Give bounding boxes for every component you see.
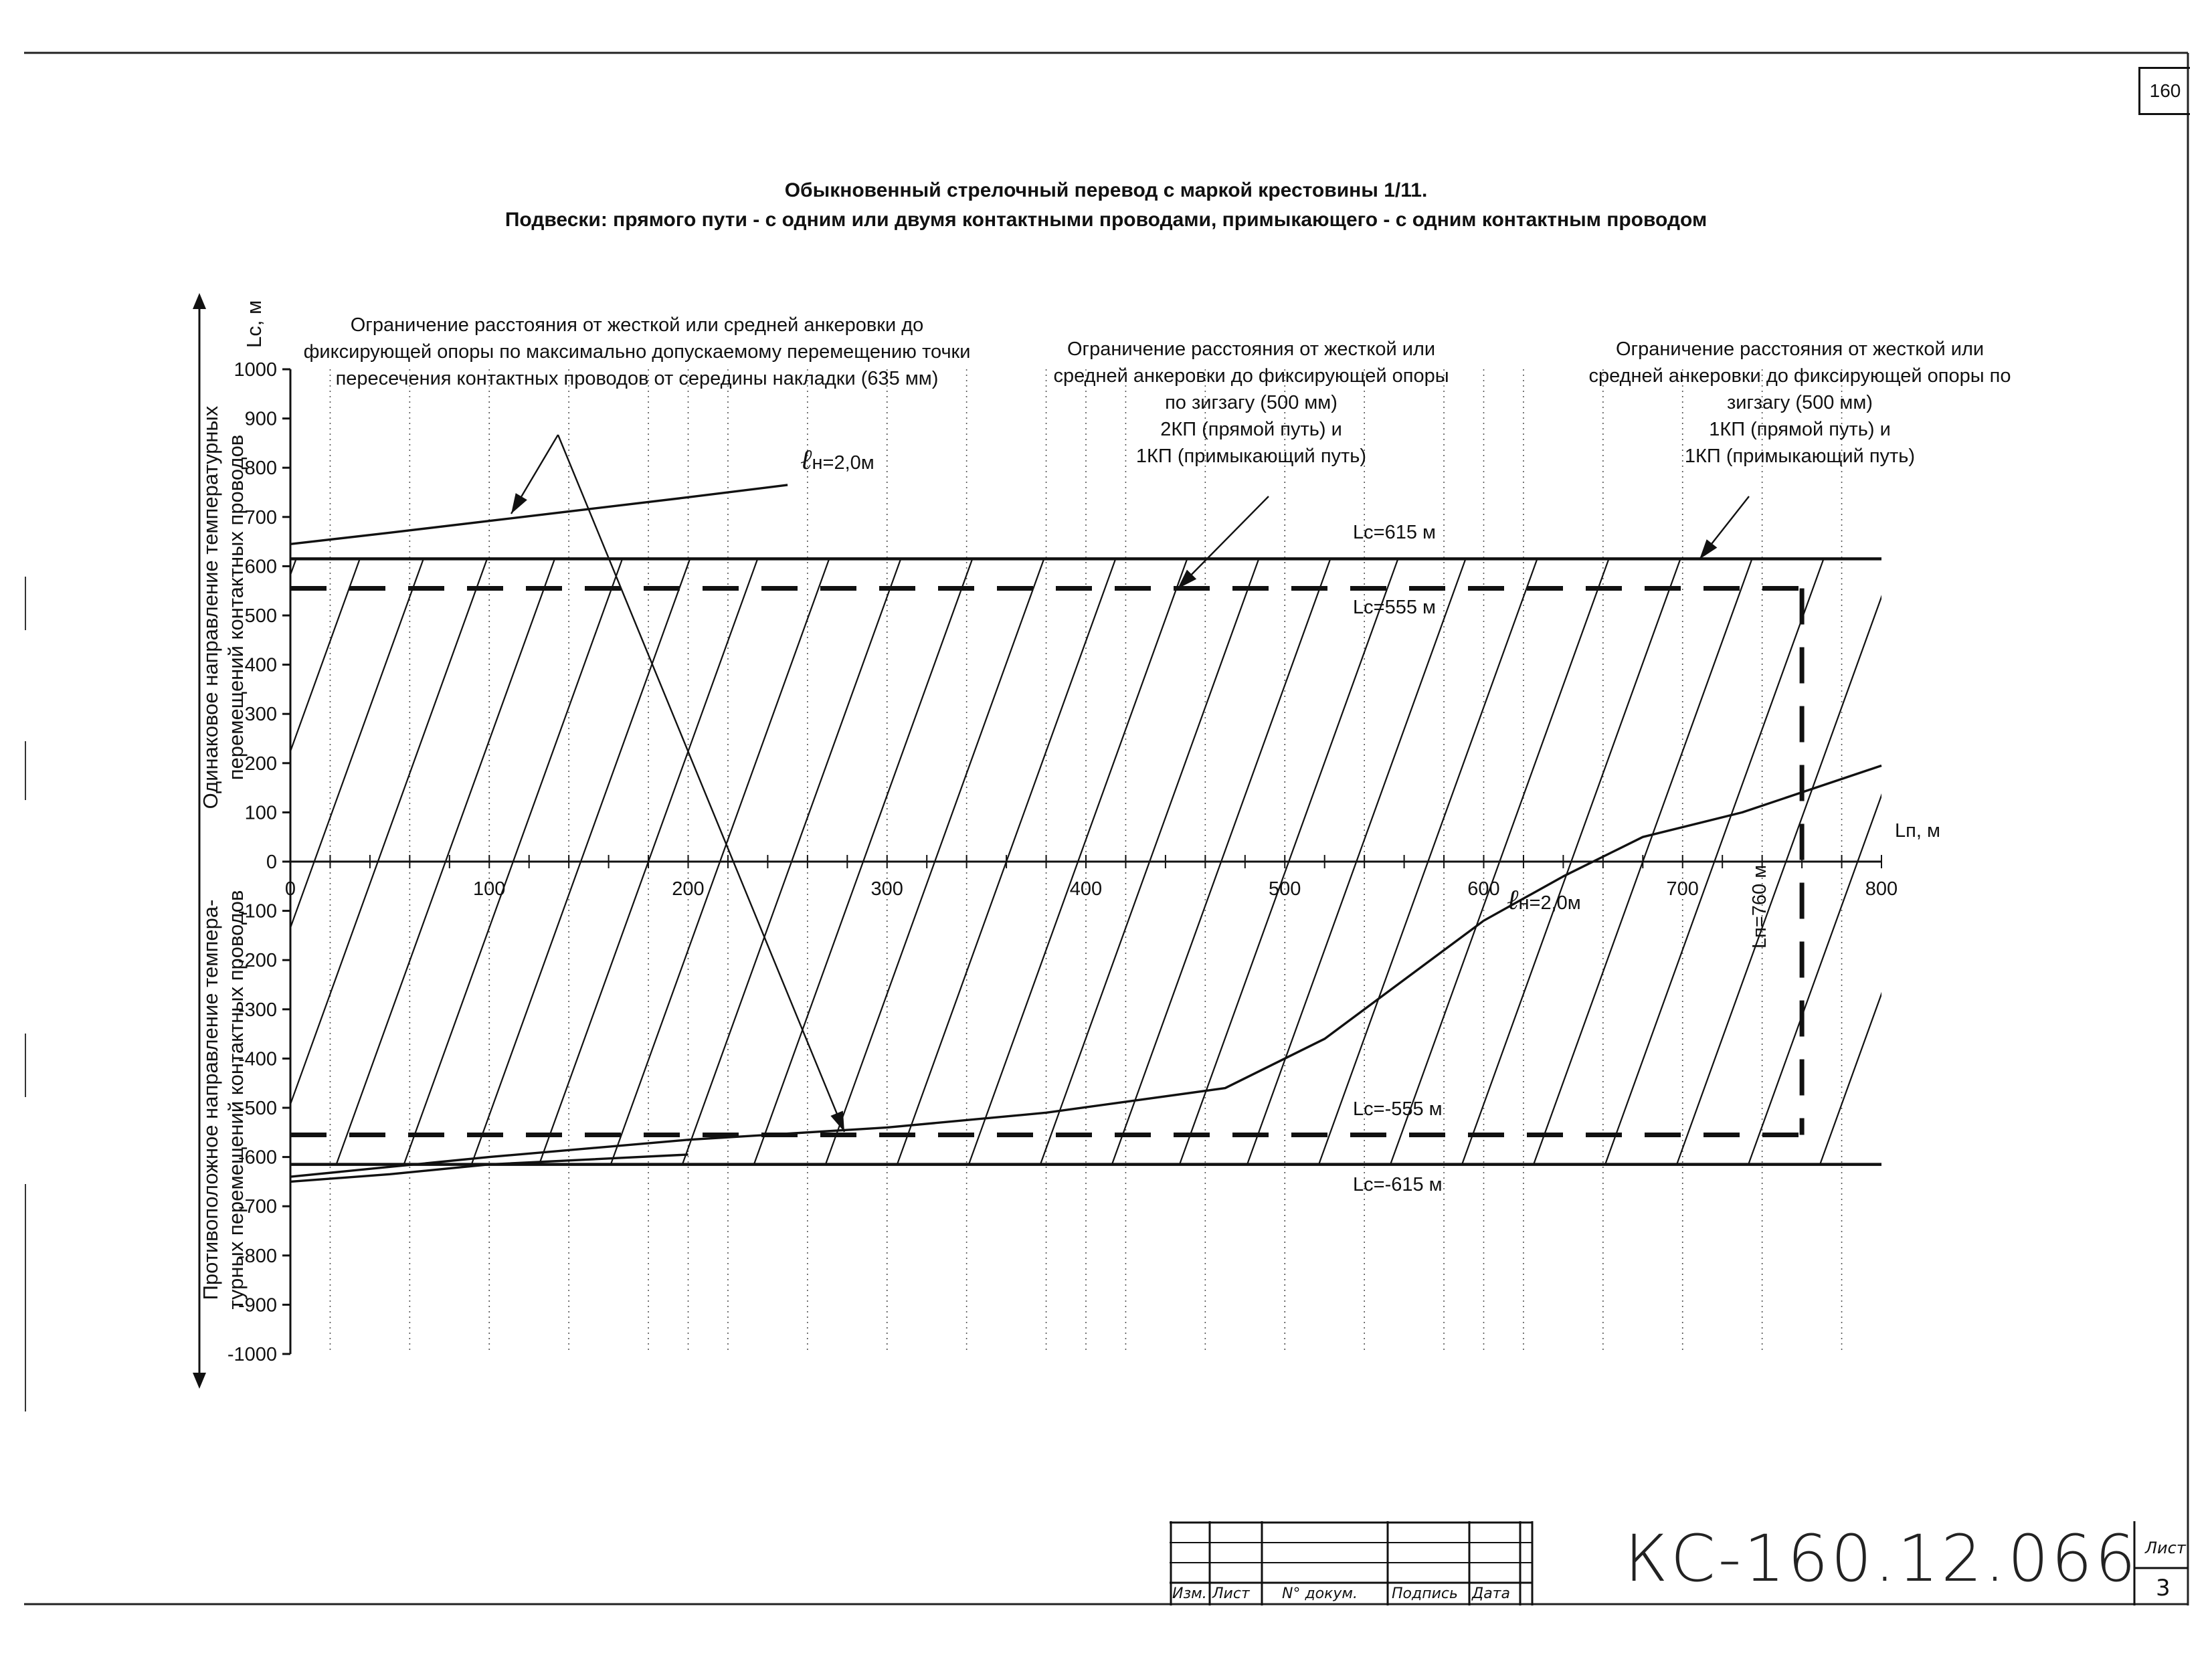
hatch-line [77, 557, 297, 1167]
document-number: КС-160.12.066 [1625, 1521, 2139, 1596]
x-tick-label: 300 [870, 878, 903, 900]
tb-col-doc: N° докум. [1282, 1585, 1358, 1602]
sheet-number: 3 [2156, 1575, 2171, 1601]
annotation-left: Ограничение расстояния от жесткой или средней анкеровки до фиксирующей опоры по максимально допускаемому перемещению точки пересечения контактных проводов от середины накладки (635 мм) [303, 314, 971, 389]
leader-arrow-lower [558, 435, 844, 1132]
annotation-middle-line: средней анкеровки до фиксирующей опоры [1053, 365, 1449, 387]
ell-symbol: ℓ [800, 443, 812, 476]
y-tick-label: 300 [244, 704, 277, 726]
y-tick-label: -600 [238, 1147, 277, 1169]
ell-lower-text: н=2,0м [1518, 892, 1581, 914]
y-tick-label: 600 [244, 556, 277, 578]
annotation-middle-line: 2КП (прямой путь) и [1160, 419, 1342, 440]
y-tick-label: -400 [238, 1048, 277, 1070]
page-number-box [2138, 67, 2190, 115]
ln-760-label: Lп=760 м [1749, 864, 1770, 949]
chart-subtitle: Подвески: прямого пути - с одним или двумя контактными проводами, примыкающего - с одним контактным проводом [504, 209, 1708, 231]
y-tick-label: 0 [266, 852, 277, 873]
annotation-right-line: 1КП (примыкающий путь) [1684, 446, 1916, 467]
annotation-right-line: Ограничение расстояния от жесткой или [1615, 338, 1985, 360]
y-tick-label: -700 [238, 1196, 277, 1218]
y-tick-label: -900 [238, 1294, 277, 1316]
x-tick-label: 100 [473, 878, 506, 900]
upper-region-label [198, 333, 252, 882]
ell-upper-text: н=2,0м [812, 452, 874, 474]
lc-minus-555-label: Lc=-555 м [1353, 1098, 1443, 1120]
ell-symbol: ℓ [1507, 883, 1519, 916]
annotation-middle-line: по зигзагу (500 мм) [1165, 392, 1338, 413]
annotation-middle [1004, 336, 1499, 470]
y-tick-label: 200 [244, 753, 277, 775]
chart-title: Обыкновенный стрелочный перевод с маркой крестовины 1/11. [784, 179, 1428, 201]
y-tick-label: 1000 [234, 359, 277, 381]
y-tick-label: -800 [238, 1245, 277, 1267]
y-tick-label: 800 [244, 458, 277, 480]
y-axis-arrow-up [193, 293, 206, 309]
y-tick-label: -1000 [227, 1344, 277, 1365]
lc-615-label: Lc=615 м [1353, 522, 1436, 543]
tb-col-date: Дата [1472, 1585, 1510, 1602]
lc-555-label: Lc=555 м [1353, 597, 1436, 618]
x-tick-label: 800 [1865, 878, 1898, 900]
y-tick-label: 100 [244, 802, 277, 824]
y-tick-label: -300 [238, 999, 277, 1021]
y-tick-label: 500 [244, 605, 277, 627]
y-tick-label: 400 [244, 654, 277, 676]
lower-region-label [198, 825, 252, 1374]
upper-region-line: Одинаковое направление температурных [199, 405, 222, 809]
annotation-right-line: зигзагу (500 мм) [1727, 392, 1873, 413]
annotation-right [1539, 336, 2061, 470]
x-tick-label: 500 [1269, 878, 1301, 900]
lower-region-line: Противоположное направление темпера- [199, 899, 222, 1300]
y-tick-label: -500 [238, 1098, 277, 1119]
y-tick-label: -200 [238, 950, 277, 972]
title-block [1170, 1521, 2188, 1605]
annotation-middle-line: 1КП (примыкающий путь) [1135, 446, 1367, 467]
x-axis-label: Lп, м [1895, 820, 1940, 842]
y-tick-label: 700 [244, 506, 277, 528]
tb-col-sign: Подпись [1392, 1585, 1458, 1602]
y-axis-label: Lc, м [242, 300, 266, 348]
lower-region-line: турных перемещений контактных проводов [224, 890, 248, 1310]
x-tick-label: 200 [672, 878, 705, 900]
x-tick-label: 400 [1069, 878, 1103, 900]
ell-upper-label [800, 443, 874, 476]
ell-lower-label [1507, 883, 1581, 916]
x-tick-label: 0 [284, 878, 296, 900]
sheet-label: Лист [2145, 1539, 2186, 1557]
y-tick-label: 900 [244, 408, 277, 430]
tb-col-list: Лист [1212, 1585, 1250, 1602]
leader-arrow-lower-head [830, 1110, 844, 1132]
x-tick-label: 600 [1467, 878, 1500, 900]
annotation-middle-line: Ограничение расстояния от жесткой или [1067, 338, 1436, 360]
y-axis-arrow-down [193, 1373, 206, 1389]
x-tick-label: 700 [1666, 878, 1699, 900]
leader-arrow-right-head [1699, 539, 1717, 559]
upper-region-line: перемещений контактных проводов [224, 434, 248, 781]
annotation-right-line: средней анкеровки до фиксирующей опоры по [1588, 365, 2011, 387]
leader-arrow-upper-head [511, 493, 527, 514]
y-tick-label: -100 [238, 900, 277, 922]
tb-col-izm: Изм. [1172, 1585, 1207, 1602]
series-lower_curve [290, 765, 1881, 1177]
series-upper_curve [290, 485, 788, 544]
page-number: 160 [2149, 80, 2181, 101]
annotation-right-line: 1КП (прямой путь) и [1709, 419, 1891, 440]
lc-minus-615-label: Lc=-615 м [1353, 1174, 1443, 1195]
